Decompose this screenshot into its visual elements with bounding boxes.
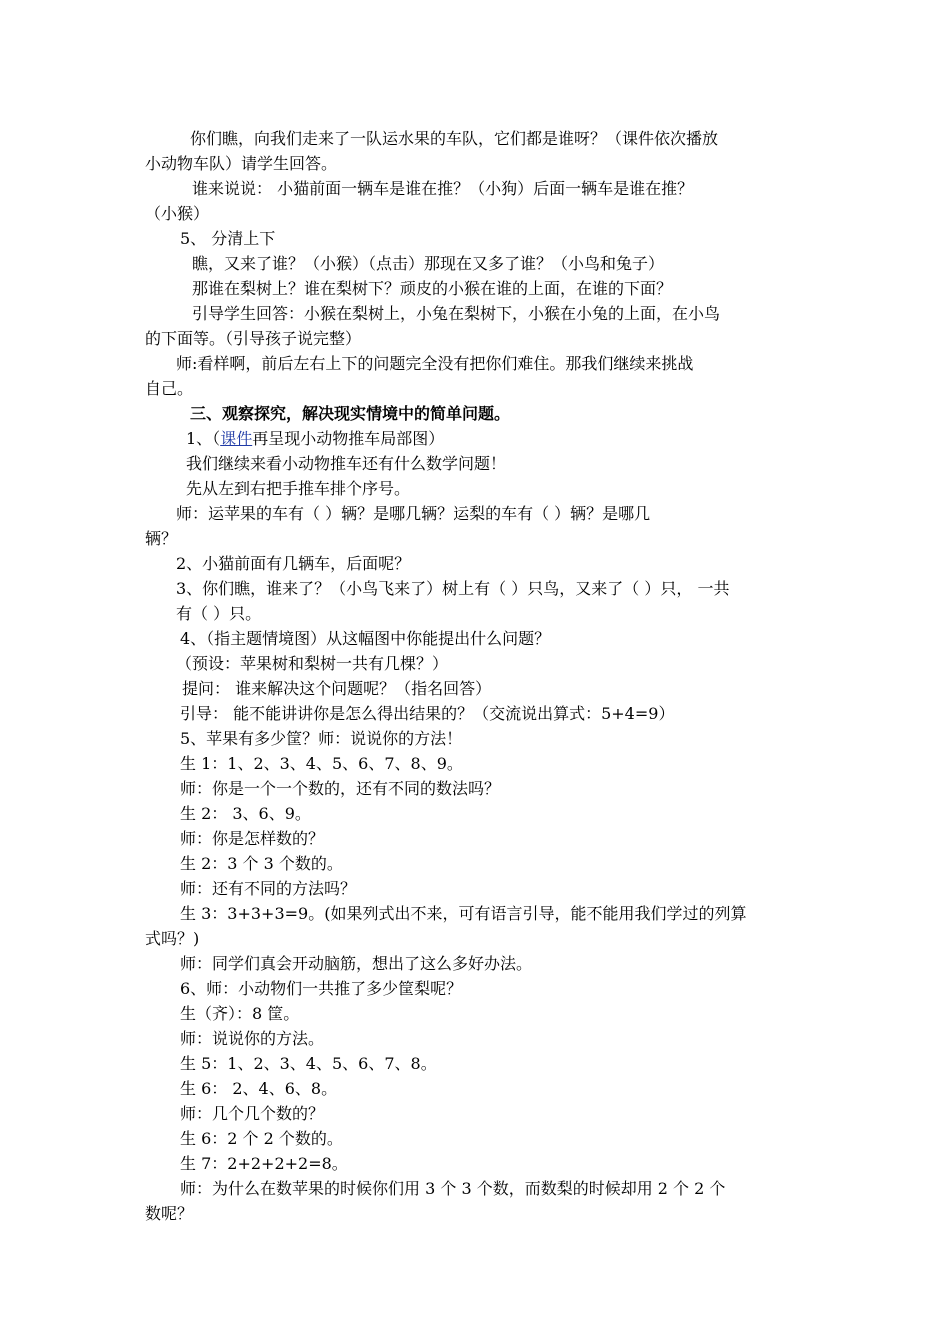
paragraph-line: 的下面等。（引导孩子说完整） — [145, 329, 362, 348]
paragraph-line: 3、你们瞧，谁来了？（小鸟飞来了）树上有（ ）只鸟，又来了（ ）只， 一共 — [176, 579, 730, 598]
paragraph-line — [186, 428, 444, 450]
paragraph-line: 小动物车队）请学生回答。 — [145, 154, 338, 173]
section-item: 5、 分清上下 — [180, 229, 276, 248]
paragraph-line: 5、苹果有多少筐？师：说说你的方法！ — [180, 729, 463, 748]
paragraph-line: 生 1：1、2、3、4、5、6、7、8、9。 — [180, 754, 463, 773]
paragraph-line: （小猴） — [145, 204, 210, 223]
paragraph-line: 师：还有不同的方法吗？ — [180, 879, 357, 898]
item-text: 再呈现小动物推车局部图） — [252, 429, 445, 448]
paragraph-line: 我们继续来看小动物推车还有什么数学问题！ — [186, 454, 507, 473]
paragraph-line: 那谁在梨树上？谁在梨树下？顽皮的小猴在谁的上面，在谁的下面？ — [192, 279, 673, 298]
paragraph-line: 2、小猫前面有几辆车，后面呢？ — [176, 554, 411, 573]
paragraph-line: 数呢？ — [145, 1204, 194, 1223]
paragraph-line: 辆？ — [145, 529, 178, 548]
paragraph-line: 自己。 — [145, 379, 194, 398]
paragraph-line: 你们瞧，向我们走来了一队运水果的车队，它们都是谁呀？（课件依次播放 — [190, 129, 719, 148]
paragraph-line: 生 6： 2、4、6、8。 — [180, 1079, 338, 1098]
paragraph-line: 引导学生回答：小猴在梨树上，小兔在梨树下，小猴在小兔的上面，在小鸟 — [192, 304, 721, 323]
paragraph-line: 有（ ）只。 — [176, 604, 262, 623]
paragraph-line: 生 3：3+3+3=9。(如果列式出不来，可有语言引导，能不能用我们学过的列算 — [180, 904, 747, 923]
paragraph-line: 先从左到右把手推车排个序号。 — [186, 479, 411, 498]
paragraph-line: 提问： 谁来解决这个问题呢？（指名回答） — [182, 679, 492, 698]
item-number: 1、（ — [186, 429, 221, 448]
paragraph-line: 式吗？) — [145, 929, 200, 948]
paragraph-line: 师：说说你的方法。 — [180, 1029, 325, 1048]
paragraph-line: 师：你是怎样数的？ — [180, 829, 325, 848]
paragraph-line: 生（齐）：8 筐。 — [180, 1004, 300, 1023]
paragraph-line: 生 2： 3、6、9。 — [180, 804, 311, 823]
section-heading: 三、观察探究，解决现实情境中的简单问题。 — [190, 404, 511, 423]
paragraph-line: 师：运苹果的车有（ ）辆？是哪几辆？运梨的车有（ ）辆？是哪几 — [176, 504, 651, 523]
paragraph-line: 师：你是一个一个数的，还有不同的数法吗？ — [180, 779, 501, 798]
paragraph-line: 师：为什么在数苹果的时候你们用 3 个 3 个数，而数梨的时候却用 2 个 2 个 — [180, 1179, 726, 1198]
paragraph-line: 谁来说说： 小猫前面一辆车是谁在推？（小狗）后面一辆车是谁在推？ — [192, 179, 694, 198]
paragraph-line: 生 6：2 个 2 个数的。 — [180, 1129, 343, 1148]
paragraph-line: 师:看样啊，前后左右上下的问题完全没有把你们难住。那我们继续来挑战 — [176, 354, 694, 373]
paragraph-line: 4、（指主题情境图）从这幅图中你能提出什么问题？ — [180, 629, 551, 648]
paragraph-line: 生 7：2+2+2+2=8。 — [180, 1154, 348, 1173]
paragraph-line: 生 5：1、2、3、4、5、6、7、8。 — [180, 1054, 437, 1073]
paragraph-line: 师：几个几个数的？ — [180, 1104, 325, 1123]
paragraph-line: 生 2：3 个 3 个数的。 — [180, 854, 343, 873]
paragraph-line: 瞧，又来了谁？（小猴）（点击）那现在又多了谁？（小鸟和兔子） — [192, 254, 665, 273]
paragraph-line: （预设：苹果树和梨树一共有几棵？） — [176, 654, 449, 673]
paragraph-line: 师：同学们真会开动脑筋，想出了这么多好办法。 — [180, 954, 533, 973]
paragraph-line: 6、师：小动物们一共推了多少筐梨呢？ — [180, 979, 463, 998]
paragraph-line: 引导： 能不能讲讲你是怎么得出结果的？（交流说出算式：5+4=9） — [180, 704, 675, 723]
courseware-link[interactable]: 课件 — [220, 429, 253, 448]
